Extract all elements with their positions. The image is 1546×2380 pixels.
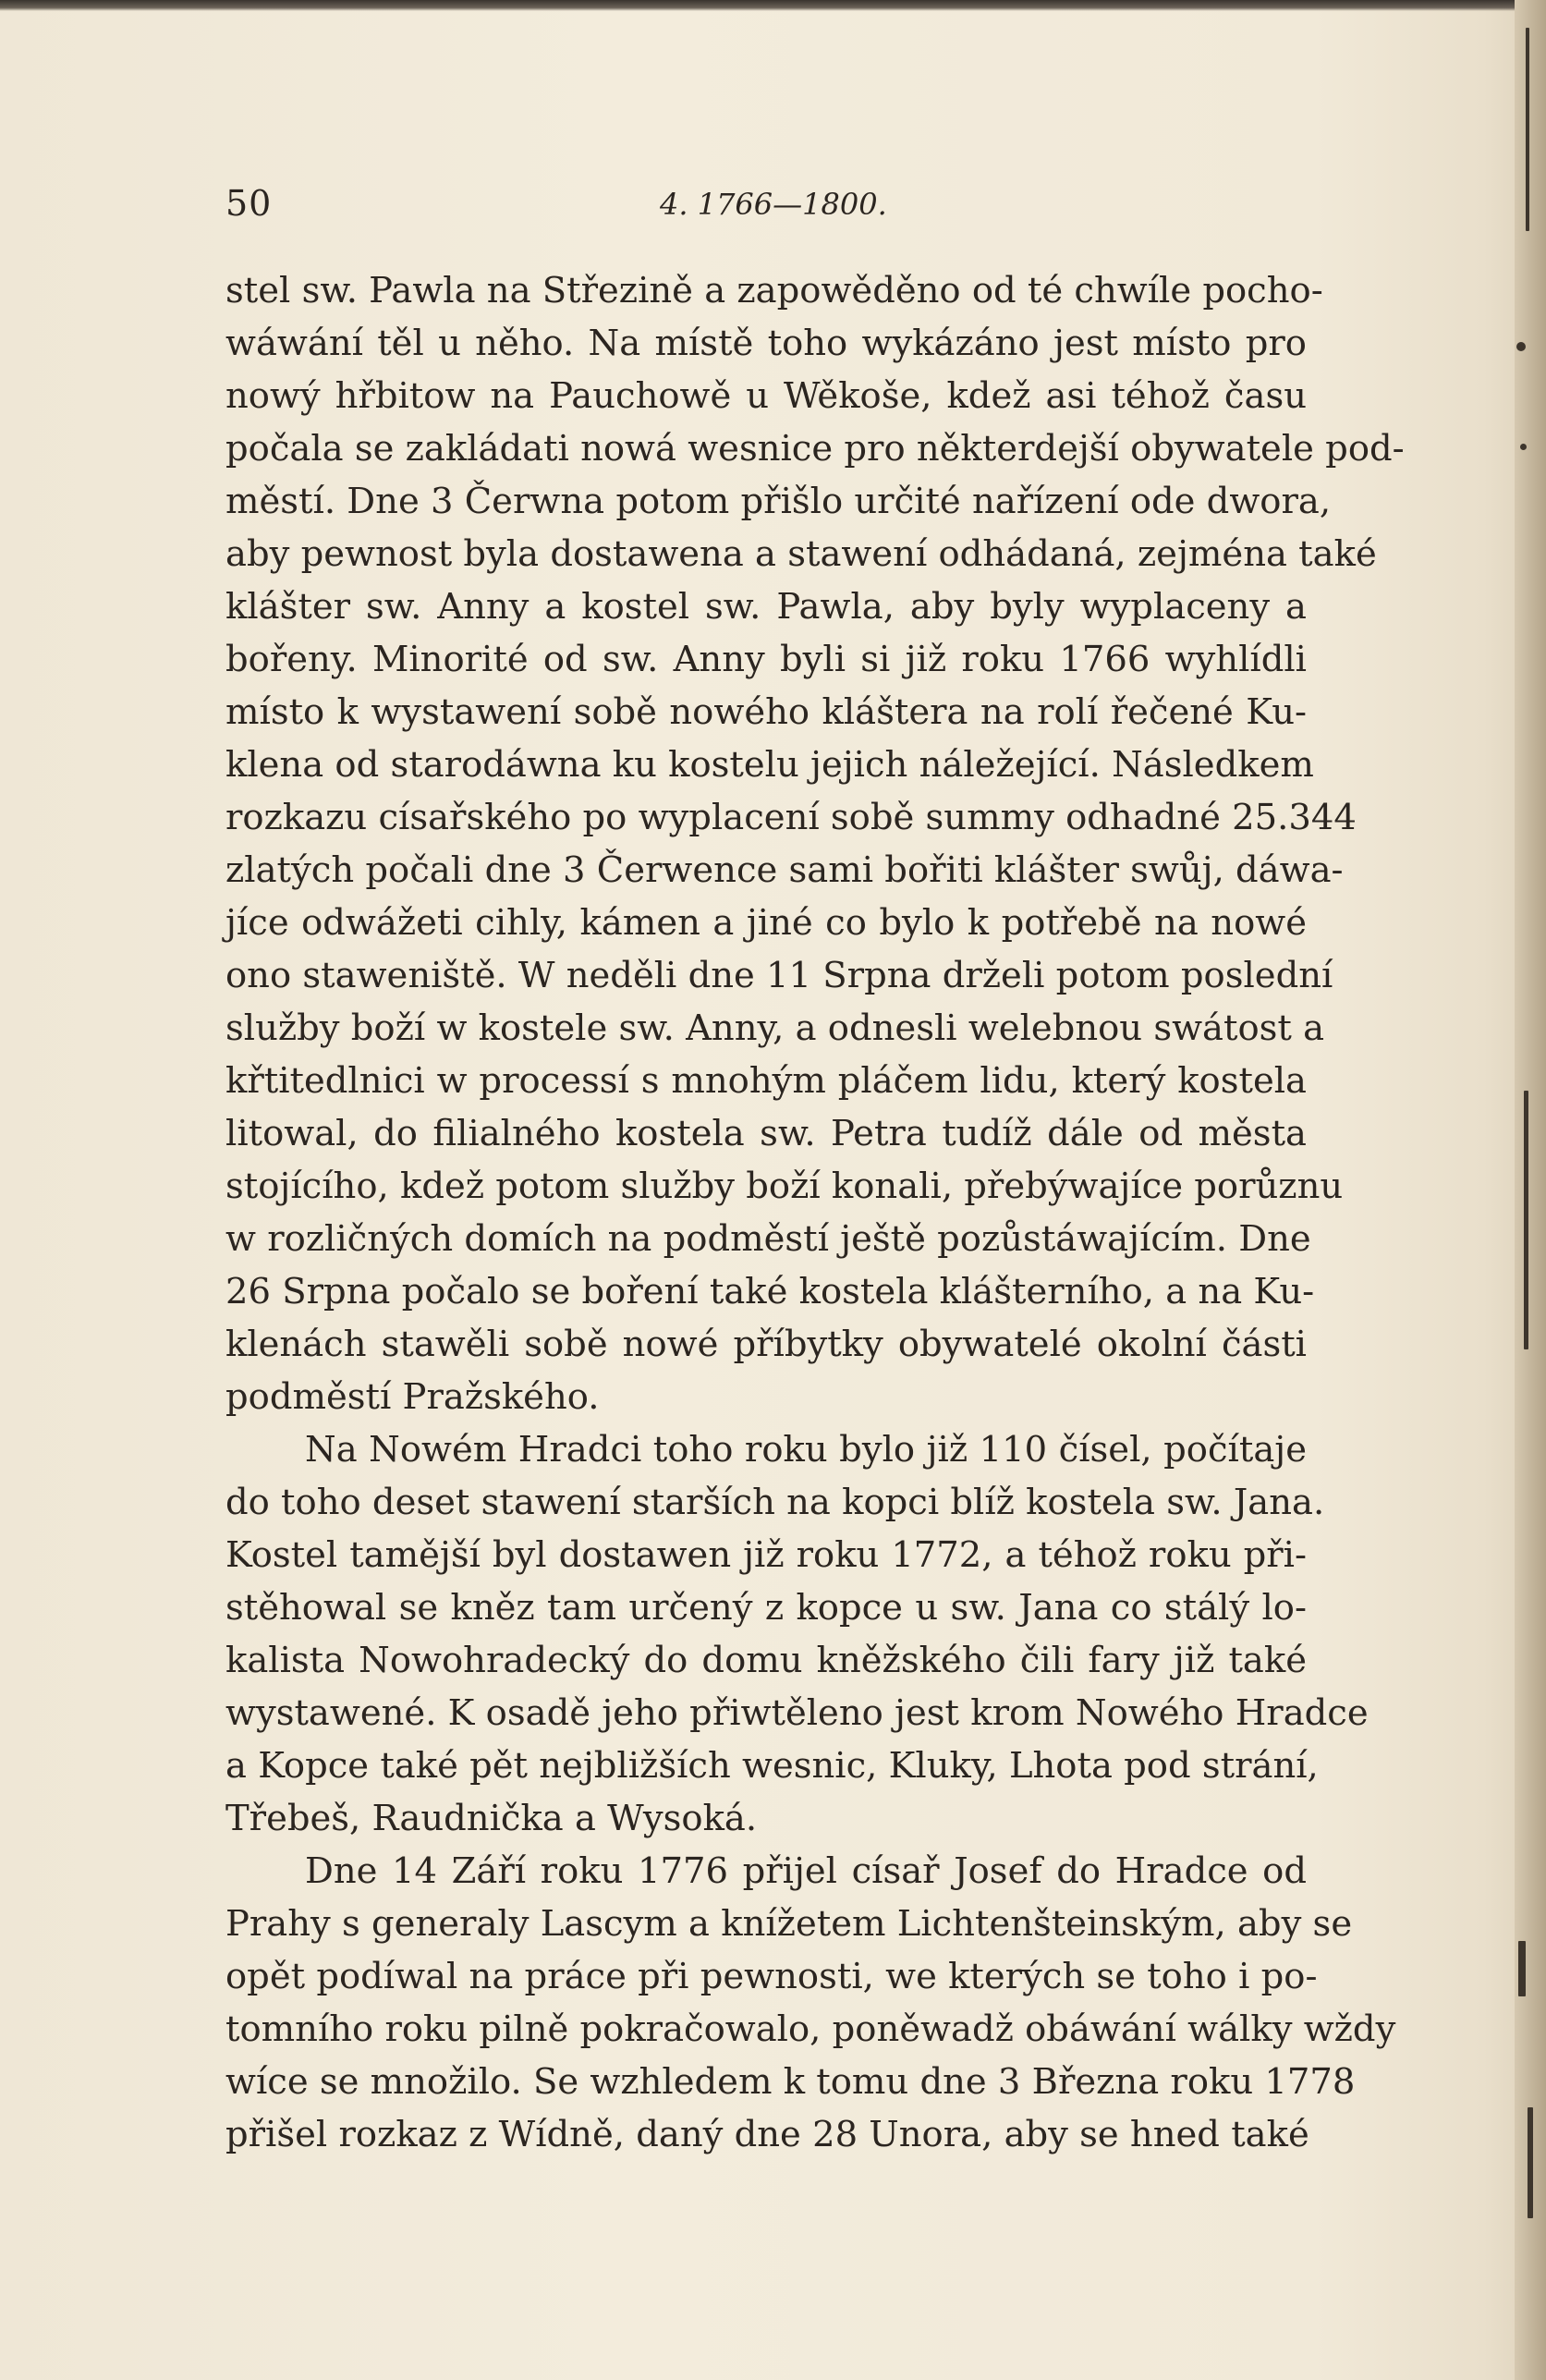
text-line: počala se zakládati nowá wesnice pro některdejší obywatele pod- xyxy=(225,428,1405,470)
text-line: wíce se množilo. Se wzhledem k tomu dne 3 Března roku 1778 xyxy=(225,2061,1356,2103)
running-head: 4. 1766—1800. xyxy=(660,187,887,222)
text-line: Na Nowém Hradci toho roku bylo již 110 čísel, počítaje xyxy=(305,1429,1307,1471)
text-line: wystawené. K osadě jeho přiwtěleno jest krom Nowého Hradce xyxy=(225,1692,1369,1734)
text-line: přišel rozkaz z Wídně, daný dne 28 Unora, aby se hned také xyxy=(225,2114,1309,2155)
text-line: Kostel tamější byl dostawen již roku 1772, a téhož roku při- xyxy=(225,1534,1307,1576)
page-number: 50 xyxy=(225,183,273,224)
text-line: klenách stawěli sobě nowé příbytky obywatelé okolní části xyxy=(225,1324,1307,1365)
text-line: stěhowal se kněz tam určený z kopce u sw. Jana co stálý lo- xyxy=(225,1587,1307,1629)
body-text xyxy=(225,264,1405,2161)
text-line: stel sw. Pawla na Střezině a zapowěděno od té chwíle pocho- xyxy=(225,270,1323,311)
paragraph-3 xyxy=(225,1845,1396,2161)
text-line: Dne 14 Září roku 1776 přijel císař Josef do Hradce od xyxy=(305,1850,1307,1892)
page-header xyxy=(225,176,1307,231)
text-line: do toho deset stawení starších na kopci blíž kostela sw. Jana. xyxy=(225,1482,1325,1523)
binding-mark xyxy=(1524,1091,1528,1349)
binding-mark xyxy=(1516,342,1526,351)
text-line: podměstí Pražského. xyxy=(225,1376,600,1418)
text-line: bořeny. Minorité od sw. Anny byli si již roku 1766 wyhlídli xyxy=(225,639,1307,680)
text-line: Třebeš, Raudnička a Wysoká. xyxy=(225,1798,758,1839)
paragraph-1 xyxy=(225,264,1405,1423)
book-binding xyxy=(1515,0,1546,2380)
text-line: městí. Dne 3 Čerwna potom přišlo určité nařízení ode dwora, xyxy=(225,481,1332,522)
text-line: ono staweniště. W neděli dne 11 Srpna drželi potom poslední xyxy=(225,955,1333,996)
text-line: 26 Srpna počalo se boření také kostela klášterního, a na Ku- xyxy=(225,1271,1315,1312)
binding-mark xyxy=(1520,444,1527,450)
binding-mark xyxy=(1528,2107,1533,2218)
text-line: a Kopce také pět nejbližších wesnic, Kluky, Lhota pod strání, xyxy=(225,1745,1319,1787)
text-line: wáwání těl u něho. Na místě toho wykázáno jest místo pro xyxy=(225,323,1307,364)
text-line: kalista Nowohradecký do domu kněžského čili fary již také xyxy=(225,1640,1307,1681)
text-line: aby pewnost byla dostawena a stawení odhádaná, zejména také xyxy=(225,533,1377,575)
text-line: tomního roku pilně pokračowalo, poněwadž obáwání wálky wždy xyxy=(225,2008,1396,2050)
text-line: služby boží w kostele sw. Anny, a odnesli welebnou swátost a xyxy=(225,1007,1325,1049)
text-line: w rozličných domích na podměstí ještě pozůstáwajícím. Dne xyxy=(225,1218,1311,1260)
text-line: opět podíwal na práce při pewnosti, we kterých se toho i po- xyxy=(225,1956,1318,1997)
binding-mark xyxy=(1518,1941,1526,1996)
text-line: klášter sw. Anny a kostel sw. Pawla, aby byly wyplaceny a xyxy=(225,586,1307,628)
text-line: stojícího, kdež potom služby boží konali, přebýwajíce porůznu xyxy=(225,1166,1344,1207)
text-line: litowal, do filialného kostela sw. Petra tudíž dále od města xyxy=(225,1113,1307,1154)
text-line: místo k wystawení sobě nowého kláštera na rolí řečené Ku- xyxy=(225,691,1307,733)
text-line: jíce odwážeti cihly, kámen a jiné co bylo k potřebě na nowé xyxy=(225,902,1307,944)
page-top-edge xyxy=(0,0,1546,11)
text-line: nowý hřbitow na Pauchowě u Wěkoše, kdež asi téhož času xyxy=(225,375,1307,417)
text-line: zlatých počali dne 3 Čerwence sami bořiti klášter swůj, dáwa- xyxy=(225,849,1344,891)
paragraph-2 xyxy=(225,1423,1369,1845)
text-line: rozkazu císařského po wyplacení sobě summy odhadné 25.344 xyxy=(225,797,1357,838)
binding-mark xyxy=(1526,28,1529,231)
text-line: křtitedlnici w processí s mnohým pláčem lidu, který kostela xyxy=(225,1060,1307,1102)
text-line: Prahy s generaly Lascym a knížetem Lichtenšteinským, aby se xyxy=(225,1903,1353,1945)
text-line: klena od starodáwna ku kostelu jejich náležející. Následkem xyxy=(225,744,1314,786)
